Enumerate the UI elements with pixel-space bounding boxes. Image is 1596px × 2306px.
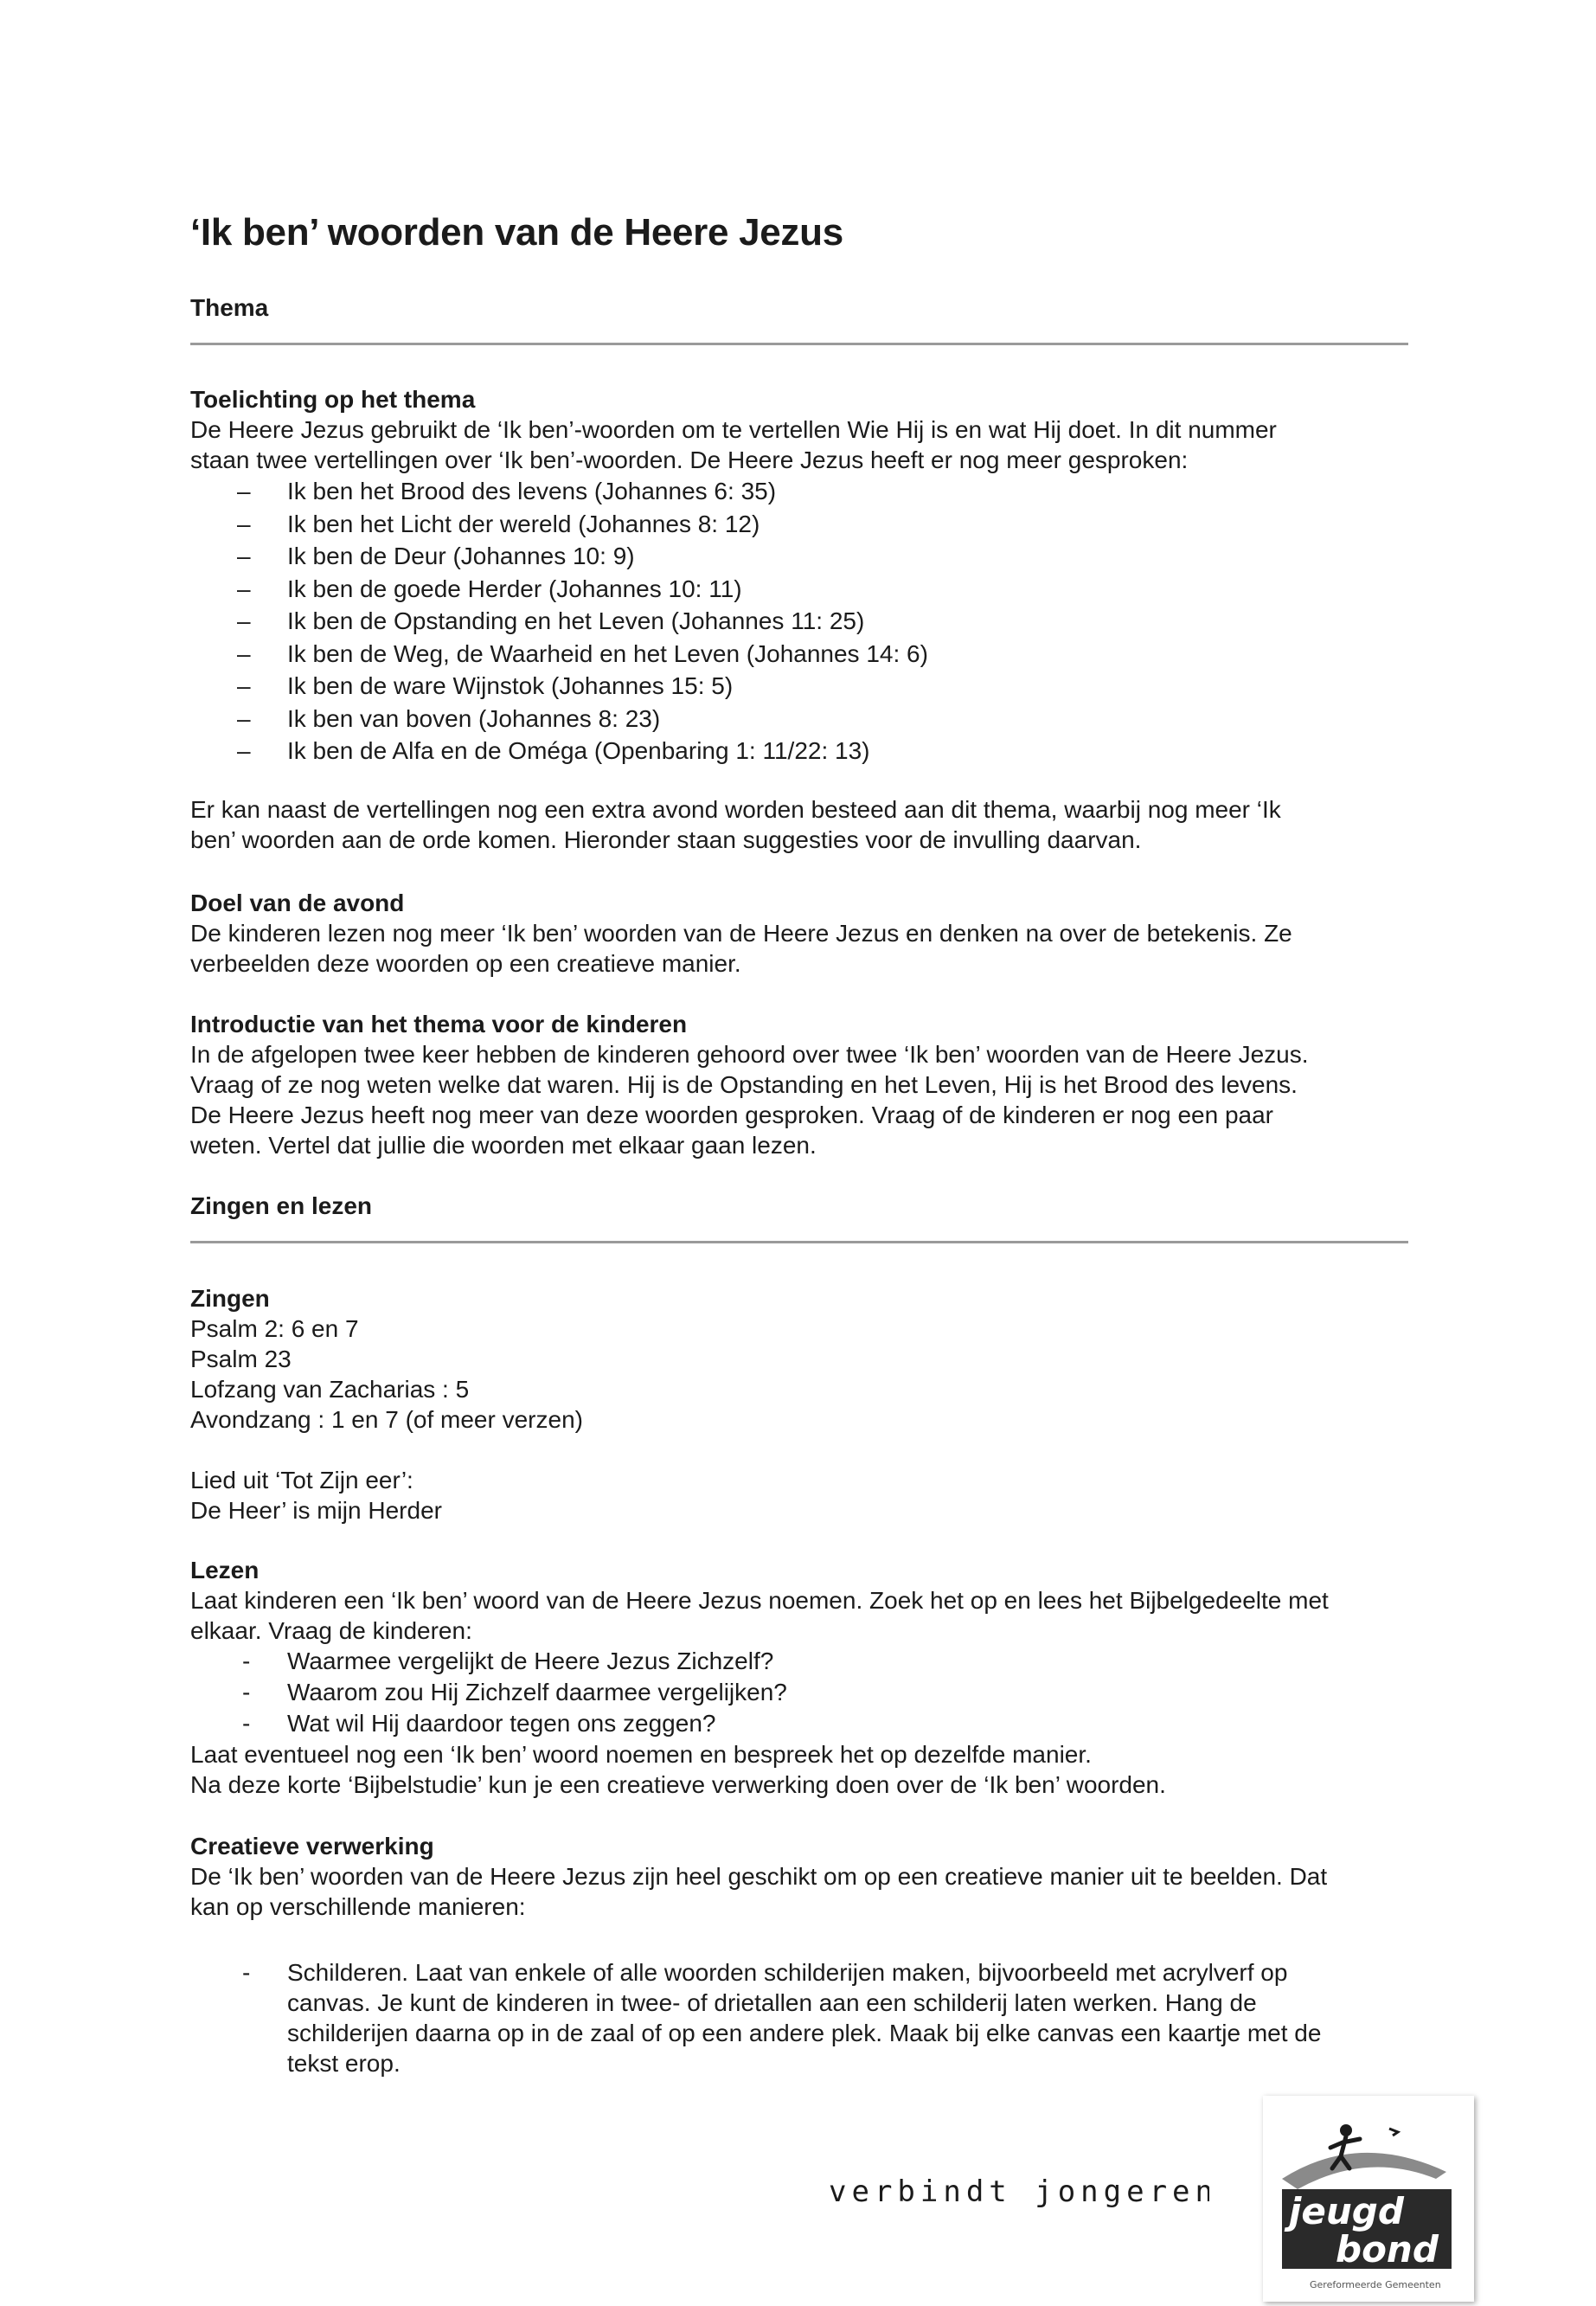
divider — [190, 343, 1408, 345]
dash-bullet: – — [237, 672, 251, 699]
list-item: – Ik ben de ware Wijnstok (Johannes 15: 5) — [190, 670, 1419, 703]
paragraph-line: De Heere Jezus heeft nog meer van deze woorden gesproken. Vraag of de kinderen er nog een paar — [190, 1102, 1273, 1128]
toelichting-section — [190, 384, 1419, 768]
hyphen-bullet: - — [242, 1710, 251, 1737]
footer-tagline — [829, 2170, 1209, 2212]
paragraph-line: De kinderen lezen nog meer ‘Ik ben’ woorden van de Heere Jezus en denken na over de betekenis. Ze — [190, 920, 1292, 947]
paragraph-line: elkaar. Vraag de kinderen: — [190, 1617, 472, 1644]
list-item: – Ik ben de Alfa en de Oméga (Openbaring 1: 11/22: 13) — [190, 735, 1419, 768]
hyphen-bullet: - — [242, 1959, 251, 1986]
paragraph-line: kan op verschillende manieren: — [190, 1893, 526, 1920]
dash-bullet: – — [237, 607, 251, 634]
paragraph-line: Er kan naast de vertellingen nog een extra avond worden besteed aan dit thema, waarbij nog meer ‘Ik — [190, 796, 1281, 823]
paragraph-line: staan twee vertellingen over ‘Ik ben’-woorden. De Heere Jezus heeft er nog meer gesproken: — [190, 446, 1189, 473]
divider — [190, 1241, 1408, 1243]
list-item: – Ik ben het Licht der wereld (Johannes 8: 12) — [190, 508, 1419, 541]
toelichting-heading: Toelichting op het thema — [190, 386, 476, 413]
doel-heading: Doel van de avond — [190, 890, 405, 916]
ikben-list — [190, 475, 1419, 768]
svg-text:verbindt jongeren: verbindt jongeren — [829, 2174, 1209, 2209]
song-line: Lofzang van Zacharias : 5 — [190, 1376, 470, 1403]
intro-heading: Introductie van het thema voor de kinderen — [190, 1011, 688, 1037]
creatief-section — [190, 1831, 1419, 1922]
dash-bullet: – — [237, 575, 251, 602]
section-heading-zingen-lezen: Zingen en lezen — [190, 1192, 373, 1219]
paragraph-line: De ‘Ik ben’ woorden van de Heere Jezus zijn heel geschikt om op een creatieve manier uit te beelden. Dat — [190, 1863, 1328, 1890]
svg-text:Gereformeerde Gemeenten: Gereformeerde Gemeenten — [1310, 2279, 1441, 2290]
list-item: – Ik ben van boven (Johannes 8: 23) — [190, 703, 1419, 735]
paragraph-line: weten. Vertel dat jullie die woorden met elkaar gaan lezen. — [190, 1132, 817, 1159]
song-line: Lied uit ‘Tot Zijn eer’: — [190, 1467, 413, 1493]
jeugdbond-logo — [1263, 2096, 1474, 2302]
dash-bullet: – — [237, 737, 251, 764]
paragraph-line: Na deze korte ‘Bijbelstudie’ kun je een creatieve verwerking doen over de ‘Ik ben’ woorden. — [190, 1771, 1166, 1798]
dash-bullet: – — [237, 704, 251, 732]
dash-bullet: – — [237, 478, 251, 504]
questions-list — [190, 1646, 1419, 1739]
paragraph-line: verbeelden deze woorden op een creatieve manier. — [190, 950, 741, 977]
svg-text:jeugd: jeugd — [1289, 2190, 1404, 2232]
doel-section — [190, 888, 1419, 979]
list-item: - Waarmee vergelijkt de Heere Jezus Zichzelf? — [190, 1646, 1419, 1677]
paragraph-line: Laat eventueel nog een ‘Ik ben’ woord noemen en bespreek het op dezelfde manier. — [190, 1741, 1092, 1768]
creatief-heading: Creatieve verwerking — [190, 1833, 434, 1860]
paragraph-line: ben’ woorden aan de orde komen. Hieronder staan suggesties voor de invulling daarvan. — [190, 826, 1142, 853]
intro-section — [190, 1009, 1419, 1160]
paragraph-line: De Heere Jezus gebruikt de ‘Ik ben’-woorden om te vertellen Wie Hij is en wat Hij doet. In dit nummer — [190, 416, 1277, 443]
song-line: Psalm 23 — [190, 1346, 292, 1372]
svg-text:bond: bond — [1336, 2228, 1439, 2271]
paragraph-line: Vraag of ze nog weten welke dat waren. Hij is de Opstanding en het Leven, Hij is het Brood des levens. — [190, 1071, 1298, 1098]
list-item: – Ik ben de Deur (Johannes 10: 9) — [190, 540, 1419, 573]
lied-section — [190, 1465, 1419, 1526]
section-heading-thema: Thema — [190, 294, 269, 321]
dash-bullet: – — [237, 510, 251, 537]
dash-bullet: – — [237, 543, 251, 569]
paragraph-line: Laat kinderen een ‘Ik ben’ woord van de Heere Jezus noemen. Zoek het op en lees het Bijbelgedeelte met — [190, 1587, 1329, 1614]
list-item: – Ik ben de Weg, de Waarheid en het Leven (Johannes 14: 6) — [190, 638, 1419, 671]
song-line: Avondzang : 1 en 7 (of meer verzen) — [190, 1406, 583, 1433]
extra-paragraph — [190, 794, 1419, 855]
list-item: - Schilderen. Laat van enkele of alle woorden schilderijen maken, bijvoorbeeld met acrylverf op canvas. Je kunt de kinderen in twee- of drietallen aan een schilderij laten werken. Hang de schilderijen daarna op in de zaal of op een andere plek. Maak bij elke canvas een kaartje met de tekst erop. — [242, 1959, 1322, 2077]
paragraph-line: In de afgelopen twee keer hebben de kinderen gehoord over twee ‘Ik ben’ woorden van de Heere Jezus. — [190, 1041, 1309, 1068]
dash-bullet: – — [237, 639, 251, 667]
zingen-heading: Zingen — [190, 1285, 270, 1312]
lezen-section — [190, 1555, 1419, 1800]
list-item: – Ik ben de goede Herder (Johannes 10: 11) — [190, 573, 1419, 606]
zingen-section — [190, 1283, 1419, 1435]
activities-list — [190, 1957, 1419, 2078]
song-line: Psalm 2: 6 en 7 — [190, 1315, 359, 1342]
page-title: ‘Ik ben’ woorden van de Heere Jezus — [190, 211, 843, 254]
list-item: - Waarom zou Hij Zichzelf daarmee vergelijken? — [190, 1677, 1419, 1708]
schilderen-item — [190, 1957, 1419, 2078]
lezen-heading: Lezen — [190, 1557, 260, 1583]
hyphen-bullet: - — [242, 1648, 251, 1674]
hyphen-bullet: - — [242, 1679, 251, 1705]
list-item: - Wat wil Hij daardoor tegen ons zeggen? — [190, 1708, 1419, 1739]
list-item: – Ik ben de Opstanding en het Leven (Johannes 11: 25) — [190, 605, 1419, 638]
song-line: De Heer’ is mijn Herder — [190, 1497, 442, 1524]
list-item: – Ik ben het Brood des levens (Johannes 6: 35) — [190, 475, 1419, 508]
